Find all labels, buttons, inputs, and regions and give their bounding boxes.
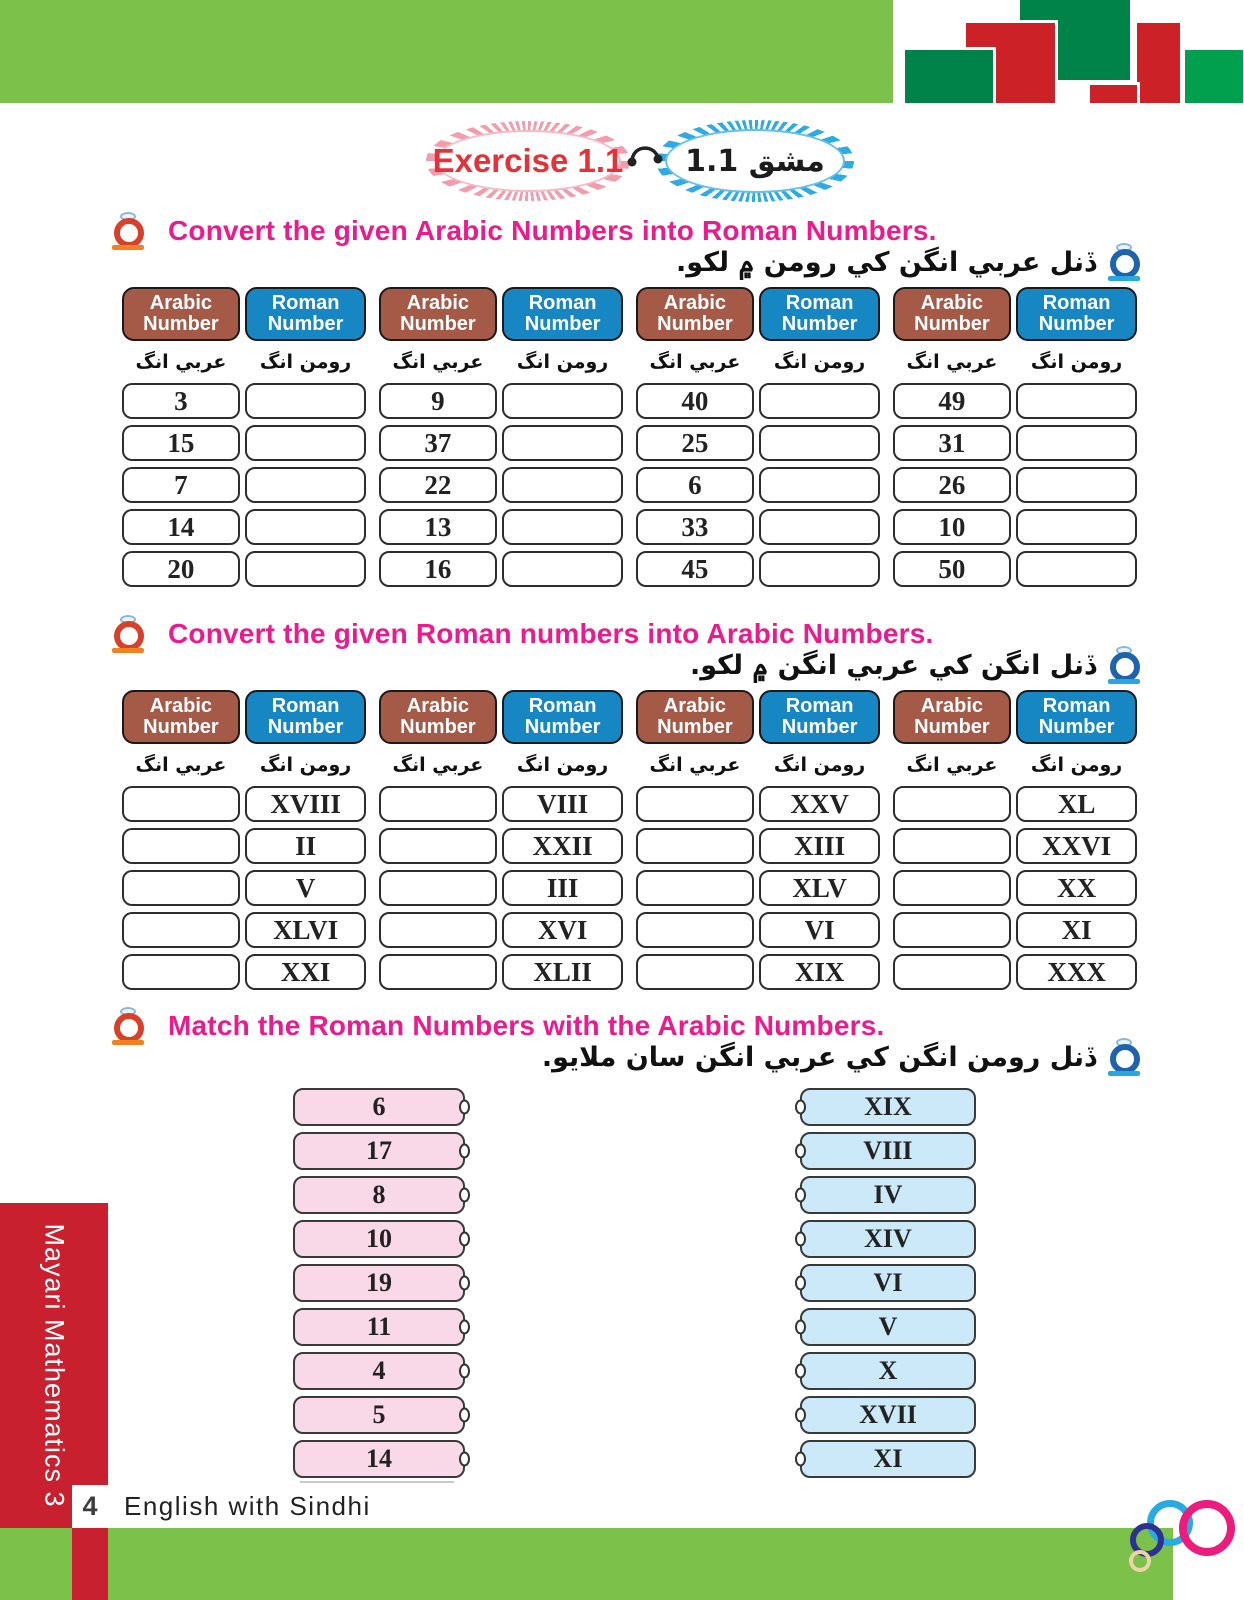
match-arabic-column bbox=[293, 1088, 465, 1484]
roman-answer-cell[interactable] bbox=[759, 383, 881, 419]
connector-dot[interactable] bbox=[795, 1144, 806, 1159]
roman-numeral-cell: XL bbox=[1016, 786, 1138, 822]
roman-number-header: Roman Number bbox=[245, 287, 367, 341]
table-group bbox=[893, 287, 1136, 587]
arabic-answer-cell[interactable] bbox=[122, 954, 240, 990]
arabic-number-sublabel-sindhi: عربي انگ bbox=[135, 351, 227, 373]
match-arabic-box[interactable]: 10 bbox=[293, 1220, 465, 1258]
arabic-answer-cell[interactable] bbox=[379, 912, 497, 948]
connector-dot[interactable] bbox=[795, 1100, 806, 1115]
table-group bbox=[122, 690, 365, 990]
arabic-answer-cell[interactable] bbox=[122, 786, 240, 822]
arabic-answer-cell[interactable] bbox=[379, 954, 497, 990]
arabic-number-cell: 40 bbox=[636, 383, 754, 419]
roman-numeral-cell: XX bbox=[1016, 870, 1138, 906]
roman-number-sublabel-sindhi: رومن انگ bbox=[1030, 754, 1123, 776]
section1-sindhi-row bbox=[676, 243, 1140, 281]
arabic-number-cell: 10 bbox=[893, 509, 1011, 545]
arabic-number-sublabel-sindhi: عربي انگ bbox=[392, 351, 484, 373]
arabic-number-header: Arabic Number bbox=[893, 287, 1011, 341]
section2-heading: Convert the given Roman numbers into Arabic Numbers. bbox=[168, 618, 934, 649]
roman-numeral-cell: XI bbox=[1016, 912, 1138, 948]
exercise-title-sindhi: مشق 1.1 bbox=[685, 143, 825, 179]
arabic-number-sublabel-sindhi: عربي انگ bbox=[906, 351, 998, 373]
arabic-answer-cell[interactable] bbox=[122, 828, 240, 864]
roman-numeral-cell: III bbox=[502, 870, 624, 906]
header-green-bar bbox=[0, 0, 893, 103]
match-roman-box[interactable]: XI bbox=[800, 1440, 976, 1478]
table-group bbox=[122, 287, 365, 587]
match-arabic-box[interactable]: 11 bbox=[293, 1308, 465, 1346]
exercise-badge-english bbox=[426, 121, 630, 201]
roman-numeral-cell: XIX bbox=[759, 954, 881, 990]
match-arabic-box[interactable]: 4 bbox=[293, 1352, 465, 1390]
chain-link-icon bbox=[624, 138, 666, 170]
roman-answer-cell[interactable] bbox=[1016, 383, 1138, 419]
roman-number-sublabel-sindhi: رومن انگ bbox=[259, 754, 352, 776]
arabic-answer-cell[interactable] bbox=[636, 954, 754, 990]
connector-dot[interactable] bbox=[795, 1452, 806, 1467]
match-arabic-box[interactable]: 6 bbox=[293, 1088, 465, 1126]
footer-red-strip bbox=[72, 1528, 108, 1600]
connector-dot[interactable] bbox=[459, 1364, 470, 1379]
arabic-number-sublabel-sindhi: عربي انگ bbox=[649, 754, 741, 776]
roman-numeral-cell: XLV bbox=[759, 870, 881, 906]
roman-number-header: Roman Number bbox=[502, 690, 624, 744]
roman-number-sublabel-sindhi: رومن انگ bbox=[516, 351, 609, 373]
roman-answer-cell[interactable] bbox=[759, 425, 881, 461]
arabic-number-header: Arabic Number bbox=[379, 287, 497, 341]
connector-dot[interactable] bbox=[459, 1320, 470, 1335]
roman-answer-cell[interactable] bbox=[759, 467, 881, 503]
spine-sidebar bbox=[0, 1203, 108, 1528]
arabic-answer-cell[interactable] bbox=[893, 786, 1011, 822]
arabic-number-sublabel-sindhi: عربي انگ bbox=[649, 351, 741, 373]
roman-numeral-cell: XXV bbox=[759, 786, 881, 822]
match-roman-box[interactable]: V bbox=[800, 1308, 976, 1346]
arabic-number-sublabel-sindhi: عربي انگ bbox=[392, 754, 484, 776]
roman-answer-cell[interactable] bbox=[1016, 509, 1138, 545]
roman-answer-cell[interactable] bbox=[502, 551, 624, 587]
sidebar-title: Mayari Mathematics 3 bbox=[39, 1223, 70, 1508]
roman-to-arabic-table bbox=[122, 690, 1136, 990]
roman-numeral-cell: XXX bbox=[1016, 954, 1138, 990]
roman-answer-cell[interactable] bbox=[245, 383, 367, 419]
table-group bbox=[636, 690, 879, 990]
match-roman-box[interactable]: VIII bbox=[800, 1132, 976, 1170]
roman-numeral-cell: XXII bbox=[502, 828, 624, 864]
ring-bullet-blue-icon bbox=[1108, 1038, 1140, 1076]
connector-dot[interactable] bbox=[459, 1452, 470, 1467]
arabic-answer-cell[interactable] bbox=[893, 954, 1011, 990]
arabic-number-cell: 3 bbox=[122, 383, 240, 419]
section3-heading-sindhi: ڏنل رومن انگن کي عربي انگن سان ملايو. bbox=[541, 1041, 1096, 1073]
section3-heading: Match the Roman Numbers with the Arabic Numbers. bbox=[168, 1010, 885, 1041]
arabic-number-cell: 50 bbox=[893, 551, 1011, 587]
roman-number-header: Roman Number bbox=[502, 287, 624, 341]
arabic-number-cell: 7 bbox=[122, 467, 240, 503]
section1-heading: Convert the given Arabic Numbers into Roman Numbers. bbox=[168, 215, 937, 246]
arabic-answer-cell[interactable] bbox=[379, 870, 497, 906]
ring-tan-icon bbox=[1129, 1550, 1151, 1572]
roman-number-header: Roman Number bbox=[245, 690, 367, 744]
arabic-number-cell: 9 bbox=[379, 383, 497, 419]
roman-numeral-cell: XXVI bbox=[1016, 828, 1138, 864]
arabic-number-cell: 25 bbox=[636, 425, 754, 461]
roman-number-header: Roman Number bbox=[1016, 287, 1138, 341]
match-roman-box[interactable]: X bbox=[800, 1352, 976, 1390]
match-arabic-box[interactable]: 17 bbox=[293, 1132, 465, 1170]
arabic-number-header: Arabic Number bbox=[636, 287, 754, 341]
arabic-answer-cell[interactable] bbox=[636, 870, 754, 906]
roman-numeral-cell: VI bbox=[759, 912, 881, 948]
roman-number-header: Roman Number bbox=[759, 287, 881, 341]
book-title: English with Sindhi bbox=[124, 1491, 371, 1521]
roman-answer-cell[interactable] bbox=[1016, 467, 1138, 503]
arabic-answer-cell[interactable] bbox=[636, 786, 754, 822]
arabic-number-cell: 31 bbox=[893, 425, 1011, 461]
deco-square-red-horizontal bbox=[1090, 85, 1137, 103]
match-roman-box[interactable]: VI bbox=[800, 1264, 976, 1302]
arabic-number-sublabel-sindhi: عربي انگ bbox=[135, 754, 227, 776]
arabic-number-cell: 13 bbox=[379, 509, 497, 545]
connector-dot[interactable] bbox=[459, 1408, 470, 1423]
table-group bbox=[379, 690, 622, 990]
connector-dot[interactable] bbox=[795, 1408, 806, 1423]
ring-pink-icon bbox=[1179, 1500, 1235, 1556]
connector-dot[interactable] bbox=[459, 1232, 470, 1247]
arabic-number-cell: 16 bbox=[379, 551, 497, 587]
arabic-number-header: Arabic Number bbox=[636, 690, 754, 744]
connector-dot[interactable] bbox=[795, 1364, 806, 1379]
roman-numeral-cell: XVI bbox=[502, 912, 624, 948]
roman-numeral-cell: VIII bbox=[502, 786, 624, 822]
ring-bullet-icon bbox=[112, 1007, 144, 1045]
roman-numeral-cell: XXI bbox=[245, 954, 367, 990]
arabic-number-header: Arabic Number bbox=[122, 287, 240, 341]
section3-sindhi-row bbox=[542, 1038, 1140, 1076]
arabic-number-cell: 6 bbox=[636, 467, 754, 503]
arabic-answer-cell[interactable] bbox=[122, 912, 240, 948]
arabic-answer-cell[interactable] bbox=[636, 912, 754, 948]
roman-number-sublabel-sindhi: رومن انگ bbox=[773, 754, 866, 776]
footer-divider bbox=[300, 1481, 454, 1483]
roman-number-sublabel-sindhi: رومن انگ bbox=[773, 351, 866, 373]
arabic-number-sublabel-sindhi: عربي انگ bbox=[906, 754, 998, 776]
deco-square-red-vertical bbox=[1137, 23, 1180, 103]
match-arabic-box[interactable]: 14 bbox=[293, 1440, 465, 1478]
connector-dot[interactable] bbox=[795, 1320, 806, 1335]
roman-answer-cell[interactable] bbox=[502, 467, 624, 503]
roman-numeral-cell: II bbox=[245, 828, 367, 864]
footer-green-bar bbox=[0, 1528, 1173, 1600]
match-arabic-box[interactable]: 19 bbox=[293, 1264, 465, 1302]
arabic-answer-cell[interactable] bbox=[893, 912, 1011, 948]
page-number: 4 bbox=[72, 1485, 108, 1528]
connector-dot[interactable] bbox=[459, 1100, 470, 1115]
roman-numeral-cell: XVIII bbox=[245, 786, 367, 822]
arabic-number-cell: 33 bbox=[636, 509, 754, 545]
roman-numeral-cell: XLVI bbox=[245, 912, 367, 948]
connector-dot[interactable] bbox=[795, 1276, 806, 1291]
match-arabic-box[interactable]: 5 bbox=[293, 1396, 465, 1434]
exercise-badge-sindhi bbox=[656, 120, 854, 202]
arabic-answer-cell[interactable] bbox=[379, 828, 497, 864]
roman-numeral-cell: V bbox=[245, 870, 367, 906]
ring-bullet-icon bbox=[112, 615, 144, 653]
arabic-answer-cell[interactable] bbox=[379, 786, 497, 822]
roman-number-sublabel-sindhi: رومن انگ bbox=[259, 351, 352, 373]
connector-dot[interactable] bbox=[459, 1276, 470, 1291]
roman-answer-cell[interactable] bbox=[502, 509, 624, 545]
match-roman-box[interactable]: IV bbox=[800, 1176, 976, 1214]
arabic-number-cell: 49 bbox=[893, 383, 1011, 419]
roman-answer-cell[interactable] bbox=[245, 551, 367, 587]
roman-answer-cell[interactable] bbox=[1016, 425, 1138, 461]
exercise-title-english: Exercise 1.1 bbox=[432, 142, 624, 179]
ring-bullet-blue-icon bbox=[1108, 646, 1140, 684]
arabic-number-cell: 26 bbox=[893, 467, 1011, 503]
arabic-number-cell: 15 bbox=[122, 425, 240, 461]
arabic-answer-cell[interactable] bbox=[636, 828, 754, 864]
deco-square-green-right bbox=[1185, 50, 1243, 103]
roman-numeral-cell: XLII bbox=[502, 954, 624, 990]
roman-number-sublabel-sindhi: رومن انگ bbox=[1030, 351, 1123, 373]
roman-numeral-cell: XIII bbox=[759, 828, 881, 864]
connector-dot[interactable] bbox=[795, 1232, 806, 1247]
section2-heading-sindhi: ڏنل انگن کي عربي انگن ۾ لکو. bbox=[689, 649, 1096, 681]
arabic-number-cell: 37 bbox=[379, 425, 497, 461]
match-roman-box[interactable]: XVII bbox=[800, 1396, 976, 1434]
roman-answer-cell[interactable] bbox=[502, 383, 624, 419]
arabic-number-cell: 14 bbox=[122, 509, 240, 545]
connector-dot[interactable] bbox=[795, 1188, 806, 1203]
roman-answer-cell[interactable] bbox=[759, 509, 881, 545]
table-group bbox=[893, 690, 1136, 990]
arabic-answer-cell[interactable] bbox=[122, 870, 240, 906]
arabic-answer-cell[interactable] bbox=[893, 828, 1011, 864]
roman-answer-cell[interactable] bbox=[245, 425, 367, 461]
match-roman-box[interactable]: XIV bbox=[800, 1220, 976, 1258]
ring-bullet-icon bbox=[112, 212, 144, 250]
roman-number-header: Roman Number bbox=[759, 690, 881, 744]
table-group bbox=[379, 287, 622, 587]
arabic-to-roman-table bbox=[122, 287, 1136, 587]
connector-dot[interactable] bbox=[459, 1188, 470, 1203]
match-arabic-box[interactable]: 8 bbox=[293, 1176, 465, 1214]
match-roman-box[interactable]: XIX bbox=[800, 1088, 976, 1126]
table-group bbox=[636, 287, 879, 587]
roman-answer-cell[interactable] bbox=[502, 425, 624, 461]
roman-number-header: Roman Number bbox=[1016, 690, 1138, 744]
section2-sindhi-row bbox=[690, 646, 1140, 684]
roman-answer-cell[interactable] bbox=[1016, 551, 1138, 587]
section1-heading-sindhi: ڏنل عربي انگن کي رومن ۾ لکو. bbox=[676, 246, 1096, 278]
arabic-number-cell: 22 bbox=[379, 467, 497, 503]
exercise-badges bbox=[18, 120, 1244, 202]
ring-bullet-blue-icon bbox=[1108, 243, 1140, 281]
roman-answer-cell[interactable] bbox=[245, 467, 367, 503]
roman-number-sublabel-sindhi: رومن انگ bbox=[516, 754, 609, 776]
roman-answer-cell[interactable] bbox=[759, 551, 881, 587]
connector-dot[interactable] bbox=[459, 1144, 470, 1159]
arabic-number-header: Arabic Number bbox=[379, 690, 497, 744]
deco-square-dark-green-small bbox=[905, 50, 993, 103]
arabic-number-header: Arabic Number bbox=[122, 690, 240, 744]
arabic-answer-cell[interactable] bbox=[893, 870, 1011, 906]
arabic-number-header: Arabic Number bbox=[893, 690, 1011, 744]
match-roman-column bbox=[800, 1088, 976, 1484]
arabic-number-cell: 20 bbox=[122, 551, 240, 587]
arabic-number-cell: 45 bbox=[636, 551, 754, 587]
roman-answer-cell[interactable] bbox=[245, 509, 367, 545]
